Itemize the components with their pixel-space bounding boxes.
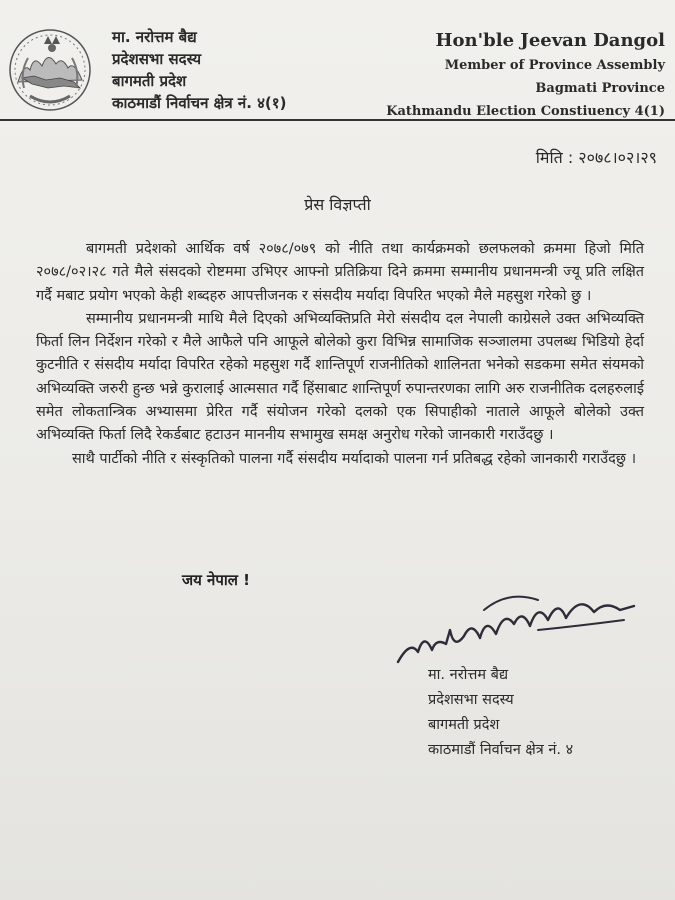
header-right-line: Bagmati Province xyxy=(535,81,665,96)
header-left-block xyxy=(112,26,286,114)
header-left-line: बागमती प्रदेश xyxy=(112,72,187,90)
header-left-line: मा. नरोत्तम बैद्य xyxy=(112,28,197,46)
header-left-line: काठमाडौं निर्वाचन क्षेत्र नं. ४(१) xyxy=(112,94,287,112)
header-right-line: Kathmandu Election Constiuency 4(1) xyxy=(386,104,665,119)
signatory-line: काठमाडौं निर्वाचन क्षेत्र नं. ४ xyxy=(428,742,574,758)
signatory-line: मा. नरोत्तम बैद्य xyxy=(428,667,509,683)
signatory-block xyxy=(428,663,573,763)
header-right-block xyxy=(386,28,665,123)
header-right-line: Member of Province Assembly xyxy=(444,58,665,73)
letter-date: मिति : २०७८।०२।२९ xyxy=(535,148,657,167)
letter-body xyxy=(36,238,644,471)
signatory-line: प्रदेशसभा सदस्य xyxy=(428,692,514,708)
header-divider xyxy=(0,119,675,121)
signatory-line: बागमती प्रदेश xyxy=(428,717,500,733)
nepal-emblem-icon xyxy=(4,22,96,114)
letter-title: प्रेस विज्ञप्ती xyxy=(304,195,371,214)
body-paragraph: सम्मानीय प्रधानमन्त्री माथि मैले दिएको अभिव्यक्तिप्रति मेरो संसदीय दल नेपाली काग्रेसले उक्त अभिव्यक्ति फिर्ता लिन निर्देशन गरेको र मैले आफैले पनि आफूले बोलेको कुरा विभिन्न सामाजिक सञ्जालमा उपलब्ध भिडियो हेर्दा कुटनीति र संसदीय मर्यादा विपरित रहेको महसुश गर्दै शान्तिपूर्ण राजनीतिको शालिनता भनेको सडकमा समेत संयमको अभिव्यक्ति जरुरी हुन्छ भन्ने कुरालाई आत्मसात गर्दै हिंसाबाट शान्तिपूर्ण रुपान्तरणका लागि अरु राजनीतिक दलहरुलाई समेत लोकतान्त्रिक अभ्यासमा प्रेरित गर्दै संयोजन गरेको दलको एक सिपाहीको नाताले आफूले बोलेको उक्त अभिव्यक्ति फिर्ता लिदै रेकर्डबाट हटाउन माननीय सभामुख समक्ष अनुरोध गरेको जानकारी गराउँदछु । xyxy=(36,310,644,444)
body-paragraph: बागमती प्रदेशको आर्थिक वर्ष २०७८/०७९ को नीति तथा कार्यक्रमको छलफलको क्रममा हिजो मिति २०७८/०२।२८ गते मैले संसदको रोष्टममा उभिएर आफ्नो प्रतिक्रिया दिने क्रममा सम्मानीय प्रधानमन्त्री ज्यू प्रति लक्षित गर्दै मबाट प्रयोग भएको केही शब्दहरु आपत्तीजनक र संसदीय मर्यादा विपरित भएको मैले महसुश गरेको छु । xyxy=(36,241,644,304)
closing-salutation: जय नेपाल ! xyxy=(182,571,251,589)
body-paragraph: साथै पार्टीको नीति र संस्कृतिको पालना गर्दै संसदीय मर्यादाको पालना गर्न प्रतिबद्ध रहेको जानकारी गराउँदछु । xyxy=(72,450,637,467)
header-left-line: प्रदेशसभा सदस्य xyxy=(112,50,202,68)
member-name-english: Hon'ble Jeevan Dangol xyxy=(435,30,665,51)
